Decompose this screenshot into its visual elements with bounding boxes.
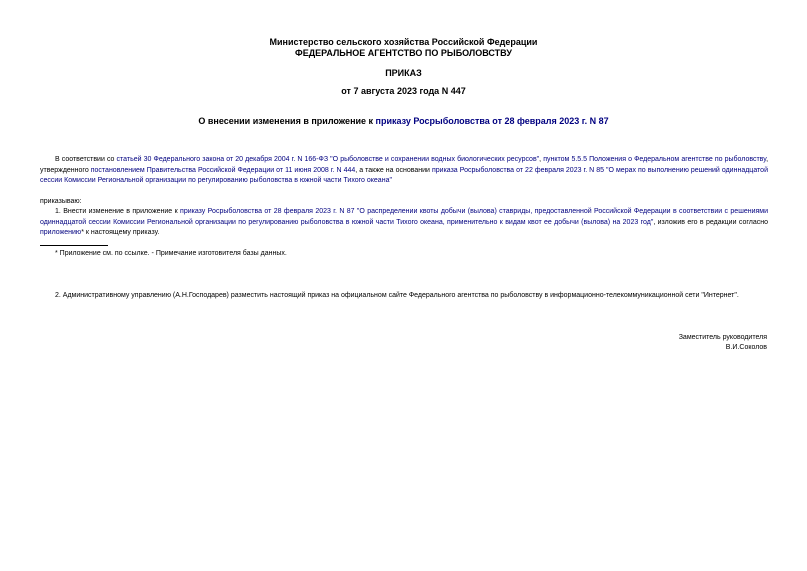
signatory-name: В.И.Соколов	[725, 344, 767, 351]
footnote-text: * Приложение см. по ссылке. - Примечание изготовителя базы данных.	[55, 250, 287, 257]
preamble-paragraph	[40, 155, 768, 187]
document-title	[0, 116, 807, 127]
link-government-decree-444[interactable]: постановлением Правительства Российской Федерации от 11 июня 2008 г. N 444	[90, 166, 356, 174]
item-1-text-3: * к настоящему приказу.	[81, 229, 160, 236]
item-1-text-1: 1. Внести изменение в приложение к	[55, 208, 181, 215]
signatory-position: Заместитель руководителя	[678, 334, 767, 341]
link-appendix[interactable]: приложению	[40, 229, 82, 236]
item-1-paragraph	[40, 207, 768, 239]
footnote-divider	[40, 245, 108, 246]
preamble-text-1: В соответствии со	[55, 156, 117, 163]
agency-name: ФЕДЕРАЛЬНОЕ АГЕНТСТВО ПО РЫБОЛОВСТВУ	[295, 48, 512, 58]
preamble-text-3: , утвержденного	[40, 156, 769, 174]
link-order-87-full[interactable]: приказу Росрыболовства от 28 февраля 2023 г. N 87 "О распределении квоты добычи (вылова) ставриды, предоставленной Российской Федерации в соответствии с решениями одиннадцатой сессии Комиссии Региональной организации по регулированию рыболовства в южной части Тихого океана, применительно к видам квот ее добычи (вылова) на 2023 год"	[40, 208, 769, 226]
title-prefix: О внесении изменения в приложение к	[198, 116, 376, 126]
preamble-text-4: , а также на основании	[355, 166, 432, 174]
link-order-85[interactable]: приказа Росрыболовства от 22 февраля 2023 г. N 85 "О мерах по выполнению решений одиннадцатой сессии Комиссии Региональной организации по регулированию рыболовства в южной части Тихого океана"	[40, 166, 768, 184]
document-type: ПРИКАЗ	[385, 68, 422, 78]
item-2-paragraph: 2. Административному управлению (А.Н.Господарев) разместить настоящий приказ на официальном сайте Федерального агентства по рыболовству в информационно-телекоммуникационной сети "Интернет".	[55, 292, 739, 299]
link-regulation-5-5-5[interactable]: пунктом 5.5.5 Положения о Федеральном агентстве по рыболовству	[543, 156, 767, 163]
item-1-text-2: , изложив его в редакции согласно	[653, 218, 768, 226]
order-word: приказываю:	[40, 198, 82, 205]
link-article-30-law-166[interactable]: статьей 30 Федерального закона от 20 декабря 2004 г. N 166-ФЗ "О рыболовстве и сохранении водных биологических ресурсов"	[116, 156, 540, 163]
document-date-number: от 7 августа 2023 года N 447	[341, 86, 466, 96]
preamble-text-2: ,	[539, 156, 544, 163]
title-link-order-87[interactable]: приказу Росрыболовства от 28 февраля 2023 г. N 87	[375, 116, 609, 126]
ministry-name: Министерство сельского хозяйства Российской Федерации	[269, 37, 538, 47]
